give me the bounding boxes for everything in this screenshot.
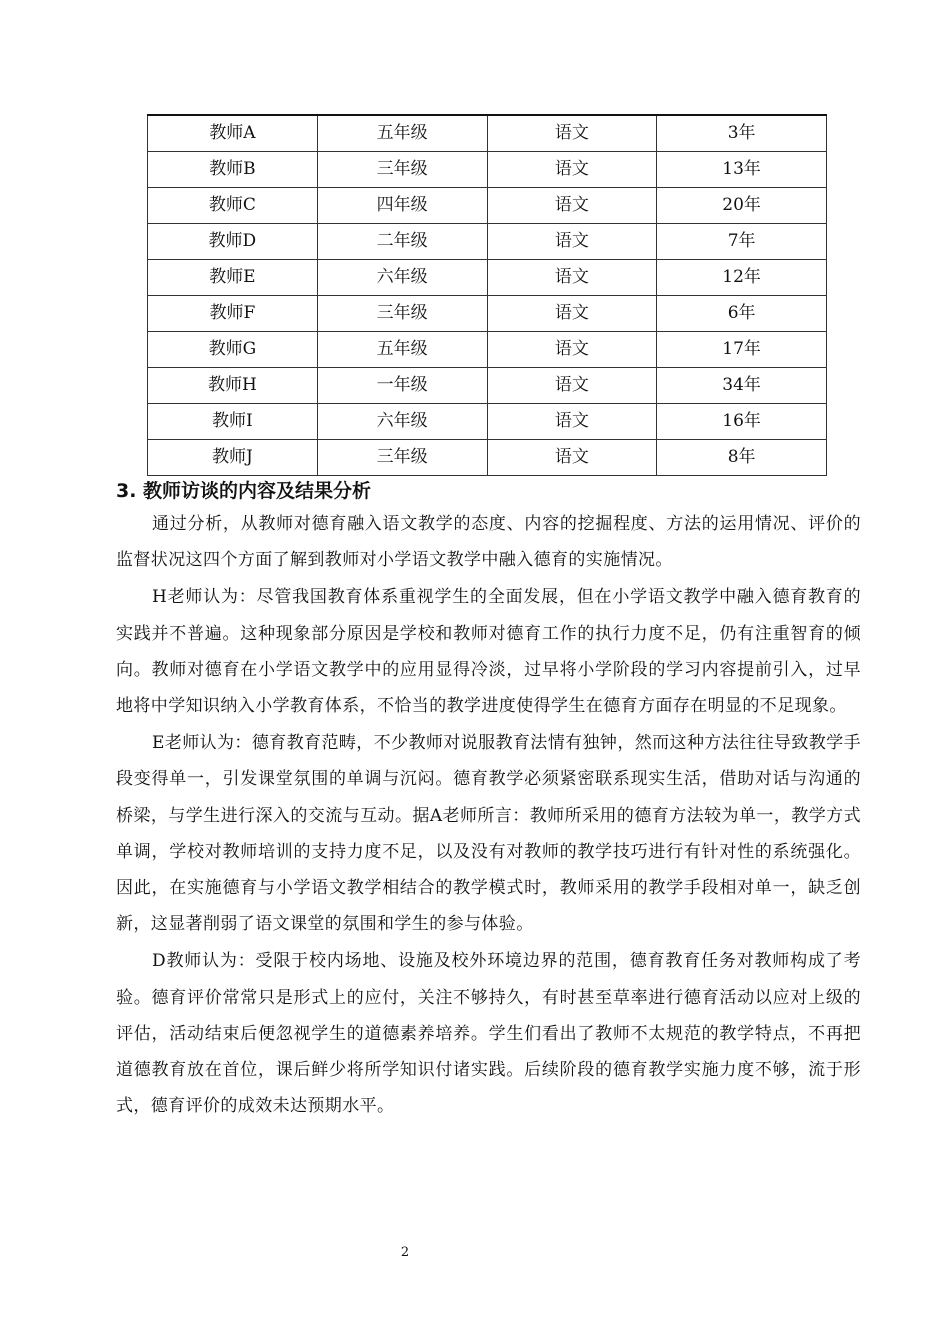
grade-cell: 一年级 — [317, 368, 487, 404]
teacher-name-cell: 教师E — [148, 260, 318, 296]
table-row — [148, 260, 827, 296]
teaching-years-cell: 6年 — [657, 296, 827, 332]
table-row — [148, 332, 827, 368]
section-heading: 3. 教师访谈的内容及结果分析 — [116, 480, 372, 502]
grade-cell: 六年级 — [317, 404, 487, 440]
teacher-name-cell: 教师H — [148, 368, 318, 404]
subject-cell: 语文 — [487, 368, 657, 404]
grade-cell: 三年级 — [317, 152, 487, 188]
teacher-name-cell: 教师I — [148, 404, 318, 440]
subject-cell: 语文 — [487, 260, 657, 296]
teacher-name-cell: 教师J — [148, 440, 318, 476]
page-number: 2 — [400, 1245, 410, 1260]
table-row — [148, 152, 827, 188]
table-row — [148, 224, 827, 260]
teaching-years-cell: 12年 — [657, 260, 827, 296]
teacher-name-cell: 教师G — [148, 332, 318, 368]
paragraph: H老师认为：尽管我国教育体系重视学生的全面发展，但在小学语文教学中融入德育教育的实践并不普遍。这种现象部分原因是学校和教师对德育工作的执行力度不足，仍有注重智育的倾向。教师对德育在小学语文教学中的应用显得冷淡，过早将小学阶段的学习内容提前引入，过早地将中学知识纳入小学教育体系，不恰当的教学进度使得学生在德育方面存在明显的不足现象。 — [116, 587, 861, 717]
grade-cell: 五年级 — [317, 115, 487, 152]
grade-cell: 四年级 — [317, 188, 487, 224]
teacher-name-cell: 教师C — [148, 188, 318, 224]
table-row — [148, 440, 827, 476]
subject-cell: 语文 — [487, 296, 657, 332]
teaching-years-cell: 13年 — [657, 152, 827, 188]
table-row — [148, 188, 827, 224]
table-row — [148, 296, 827, 332]
grade-cell: 三年级 — [317, 296, 487, 332]
table-row — [148, 404, 827, 440]
teacher-name-cell: 教师D — [148, 224, 318, 260]
grade-cell: 六年级 — [317, 260, 487, 296]
subject-cell: 语文 — [487, 440, 657, 476]
teacher-name-cell: 教师A — [148, 115, 318, 152]
subject-cell: 语文 — [487, 188, 657, 224]
subject-cell: 语文 — [487, 404, 657, 440]
subject-cell: 语文 — [487, 332, 657, 368]
teaching-years-cell: 17年 — [657, 332, 827, 368]
teacher-name-cell: 教师F — [148, 296, 318, 332]
teaching-years-cell: 8年 — [657, 440, 827, 476]
paragraph: E老师认为：德育教育范畴，不少教师对说服教育法情有独钟，然而这种方法往往导致教学手段变得单一，引发课堂氛围的单调与沉闷。德育教学必须紧密联系现实生活，借助对话与沟通的桥梁，与学生进行深入的交流与互动。据A老师所言：教师所采用的德育方法较为单一，教学方式单调，学校对教师培训的支持力度不足，以及没有对教师的教学技巧进行有针对性的系统强化。因此，在实施德育与小学语文教学相结合的教学模式时，教师采用的教学手段相对单一，缺乏创新，这显著削弱了语文课堂的氛围和学生的参与体验。 — [116, 733, 861, 935]
table-row — [148, 115, 827, 152]
table-row — [148, 368, 827, 404]
grade-cell: 二年级 — [317, 224, 487, 260]
teaching-years-cell: 34年 — [657, 368, 827, 404]
teaching-years-cell: 16年 — [657, 404, 827, 440]
paragraph: 通过分析，从教师对德育融入语文教学的态度、内容的挖掘程度、方法的运用情况、评价的监督状况这四个方面了解到教师对小学语文教学中融入德育的实施情况。 — [116, 514, 861, 571]
subject-cell: 语文 — [487, 152, 657, 188]
paragraph: D教师认为：受限于校内场地、设施及校外环境边界的范围，德育教育任务对教师构成了考验。德育评价常常只是形式上的应付，关注不够持久，有时甚至草率进行德育活动以应对上级的评估，活动结束后便忽视学生的道德素养培养。学生们看出了教师不太规范的教学特点，不再把道德教育放在首位，课后鲜少将所学知识付诸实践。后续阶段的德育教学实施力度不够，流于形式，德育评价的成效未达预期水平。 — [116, 951, 861, 1117]
teaching-years-cell: 3年 — [657, 115, 827, 152]
grade-cell: 三年级 — [317, 440, 487, 476]
subject-cell: 语文 — [487, 115, 657, 152]
teaching-years-cell: 7年 — [657, 224, 827, 260]
teacher-info-table — [147, 114, 827, 476]
grade-cell: 五年级 — [317, 332, 487, 368]
teacher-name-cell: 教师B — [148, 152, 318, 188]
teaching-years-cell: 20年 — [657, 188, 827, 224]
section-body — [116, 506, 861, 1125]
subject-cell: 语文 — [487, 224, 657, 260]
